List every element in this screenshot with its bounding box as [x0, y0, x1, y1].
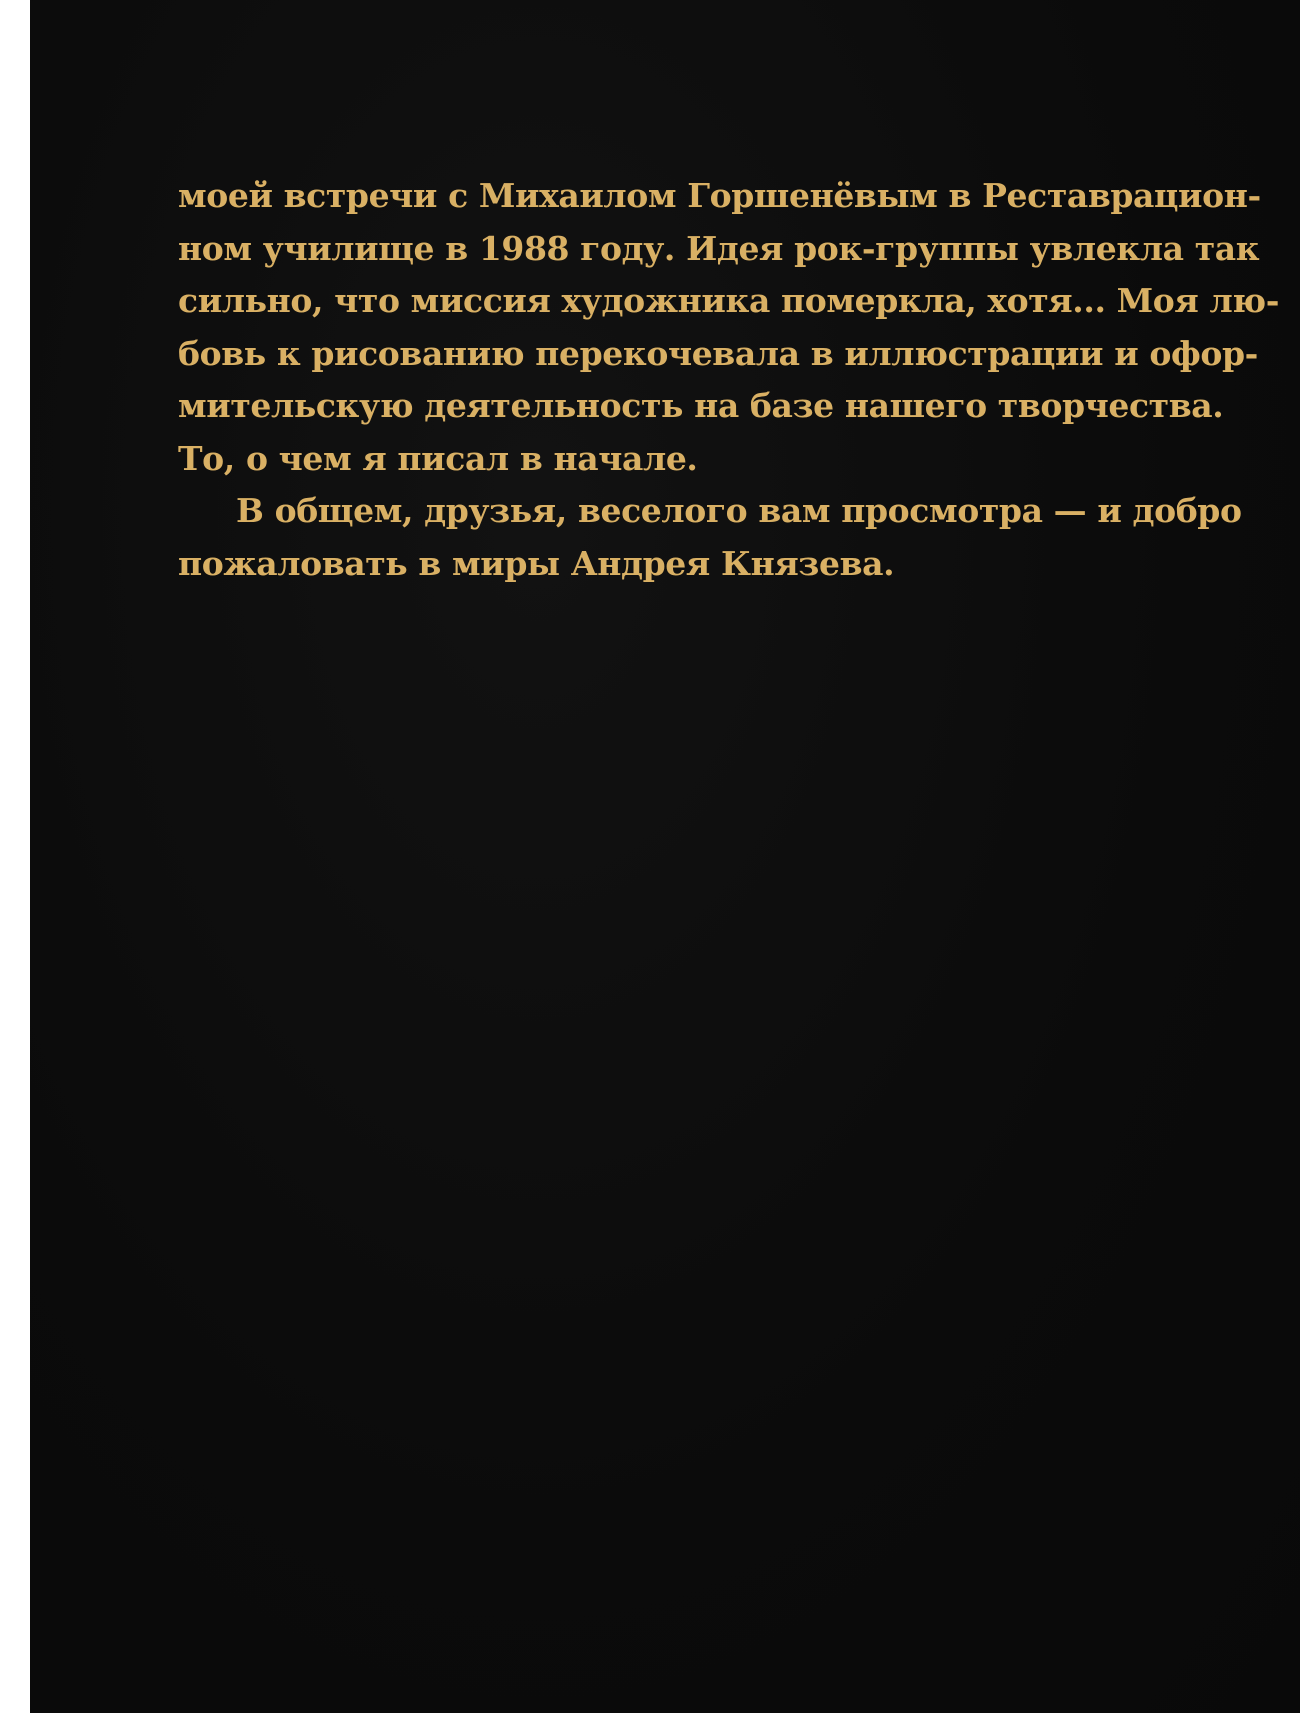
text-line-1: моей встречи с Михаилом Горшенёвым в Реставрацион- [178, 176, 1261, 215]
text-line-7-paragraph-start: В общем, друзья, веселого вам просмотра — и добро [236, 491, 1242, 530]
text-line-6: То, о чем я писал в начале. [178, 438, 698, 478]
text-line-8: пожаловать в миры Андрея Князева. [178, 543, 895, 583]
text-line-2: ном училище в 1988 году. Идея рок-группы увлекла так [178, 228, 1260, 268]
book-page [30, 0, 1300, 1713]
text-line-4: бовь к рисованию перекочевала в иллюстрации и офор- [178, 333, 1258, 373]
body-text [178, 170, 1280, 590]
text-line-3: сильно, что миссия художника померкла, хотя... Моя лю- [178, 281, 1280, 320]
text-line-5: мительскую деятельность на базе нашего творчества. [178, 386, 1224, 425]
